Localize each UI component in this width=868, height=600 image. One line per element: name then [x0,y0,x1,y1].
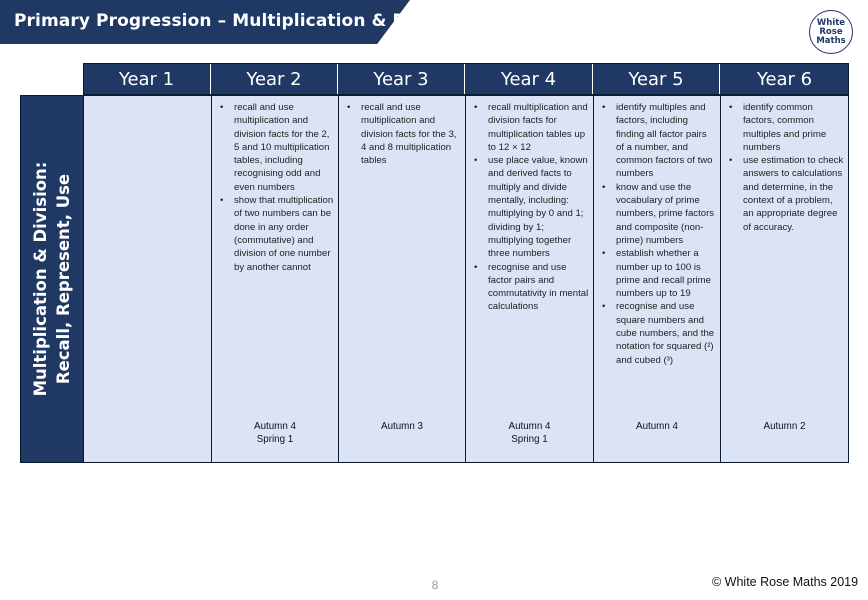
objective-text: use place value, known and derived facts to multiply and divide mentally, including: multiplying by 0 and 1; dividing by 1; multiplying together three numbers [488,155,588,260]
cell-year-4 [465,95,594,463]
objective-item [472,261,589,314]
bullet-icon: • [347,102,351,113]
cell-year-2 [211,95,339,463]
objective-item [727,101,844,154]
objective-list [472,101,589,314]
objective-item [727,154,844,234]
row-label-line-2: Recall, Represent, Use [54,173,73,385]
objective-text: identify multiples and factors, including finding all factor pairs of a number, and common factors of two numbers [616,102,713,180]
term-line-1: Autumn 4 [636,421,678,432]
teaching-block [339,420,465,433]
page-title: Primary Progression – Multiplication & Division [14,11,470,31]
column-header-year-1: Year 1 [83,63,211,95]
term-line-1: Autumn 2 [763,421,806,432]
bullet-icon: • [474,102,478,113]
column-header-year-2: Year 2 [211,63,338,95]
term-line-2: Spring 1 [256,434,294,446]
objective-item [600,247,716,300]
term-line-1: Autumn 3 [381,421,423,432]
objective-list [345,101,461,167]
objective-item [472,154,589,260]
bullet-icon: • [602,301,606,313]
objective-text: use estimation to check answers to calculations and determine, in the context of a problem, an appropriate degree of accuracy. [743,155,844,233]
page-number: 8 [431,578,439,592]
cell-year-5 [593,95,721,463]
teaching-block [721,420,848,433]
row-label-cell [20,95,84,463]
bullet-icon: • [602,248,606,260]
cell-year-6 [720,95,849,463]
objective-text: show that multiplication of two numbers can be done in any order (commutative) and division of one number by another cannot [234,195,334,273]
objective-item [472,101,589,154]
teaching-block [466,420,593,447]
bullet-icon: • [602,181,606,193]
row-label [29,99,75,459]
term-line-1: Autumn 4 [508,421,551,432]
objective-text: recognise and use square numbers and cube numbers, and the notation for squared (²) and cubed (³) [616,301,715,366]
objective-item [600,101,716,181]
objective-text: recognise and use factor pairs and commutativity in mental calculations [488,261,589,313]
bullet-icon: • [729,155,733,167]
teaching-block [594,420,720,433]
bullet-icon: • [474,155,478,167]
bullet-icon: • [474,261,478,273]
bullet-icon: • [220,195,224,207]
column-header-year-5: Year 5 [593,63,720,95]
bullet-icon: • [220,102,224,113]
objective-list [218,101,334,274]
objective-text: identify common factors, common multiples and prime numbers [743,102,827,153]
objective-item [218,101,334,194]
logo-line-2: Rose [819,26,843,37]
column-header-year-4: Year 4 [465,63,593,95]
copyright: © White Rose Maths 2019 [712,575,859,589]
objective-text: recall and use multiplication and division facts for the 3, 4 and 8 multiplication tables [361,102,457,167]
objective-text: recall multiplication and division facts for multiplication tables up to 12 × 12 [488,102,588,153]
objective-item [600,181,716,247]
bullet-icon: • [602,102,606,113]
term-line-2: Spring 1 [511,434,548,446]
objective-text: know and use the vocabulary of prime numbers, prime factors and composite (non-prime) numbers [616,181,715,246]
objective-text: recall and use multiplication and division facts for the 2, 5 and 10 multiplication tables, including recognising odd and even numbers [234,102,330,193]
objective-text: establish whether a number up to 100 is prime and recall prime numbers up to 19 [616,248,711,300]
cell-year-1 [83,95,212,463]
teaching-block [212,420,338,447]
column-header-year-6: Year 6 [720,63,849,95]
column-header-year-3: Year 3 [338,63,465,95]
objective-list [727,101,844,234]
objective-item [600,300,716,366]
objective-item [345,101,461,167]
logo-line-3: Maths [816,35,846,46]
bullet-icon: • [729,102,733,113]
cell-year-3 [338,95,466,463]
objective-list [600,101,716,367]
term-line-1: Autumn 4 [254,421,296,432]
objective-item [218,194,334,274]
row-label-line-1: Multiplication & Division: [31,161,50,397]
logo-line-1: White [816,17,846,28]
